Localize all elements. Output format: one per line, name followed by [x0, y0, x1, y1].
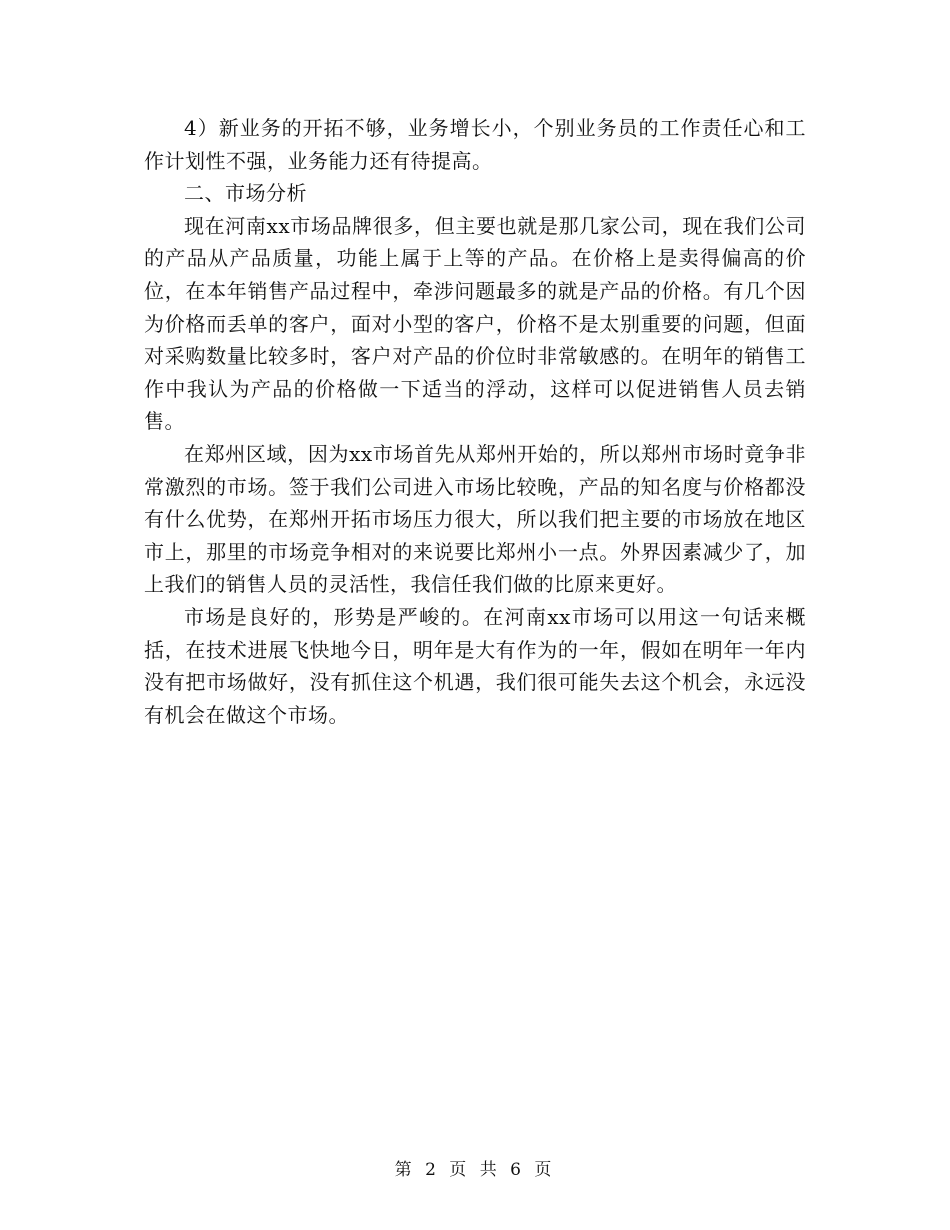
document-body — [144, 112, 806, 731]
paragraph-henan-market: 现在河南xx市场品牌很多，但主要也就是那几家公司，现在我们公司的产品从产品质量，功能上属于上等的产品。在价格上是卖得偏高的价位，在本年销售产品过程中，牵涉问题最多的就是产品的价格。有几个因为价格而丢单的客户，面对小型的客户，价格不是太别重要的问题，但面对采购数量比较多时，客户对产品的价位时非常敏感的。在明年的销售工作中我认为产品的价格做一下适当的浮动，这样可以促进销售人员去销售。 — [144, 213, 806, 434]
paragraph-zhengzhou-region: 在郑州区域，因为xx市场首先从郑州开始的，所以郑州市场时竟争非常激烈的市场。签于我们公司进入市场比较晚，产品的知名度与价格都没有什么优势，在郑州开拓市场压力很大，所以我们把主要的市场放在地区市上，那里的市场竞争相对的来说要比郑州小一点。外界因素减少了，加上我们的销售人员的灵活性，我信任我们做的比原来更好。 — [144, 441, 806, 597]
section-heading-market-analysis: 二、市场分析 — [184, 181, 307, 206]
paragraph-new-business: 4）新业务的开拓不够，业务增长小，个别业务员的工作责任心和工作计划性不强，业务能力还有待提高。 — [144, 116, 806, 173]
paragraph-market-outlook: 市场是良好的，形势是严峻的。在河南xx市场可以用这一句话来概括，在技术进展飞快地今日，明年是大有作为的一年，假如在明年一年内没有把市场做好，没有抓住这个机遇，我们很可能失去这个机会，永远没有机会在做这个市场。 — [144, 604, 806, 727]
page-number-footer: 第 2 页 共 6 页 — [394, 1160, 556, 1180]
